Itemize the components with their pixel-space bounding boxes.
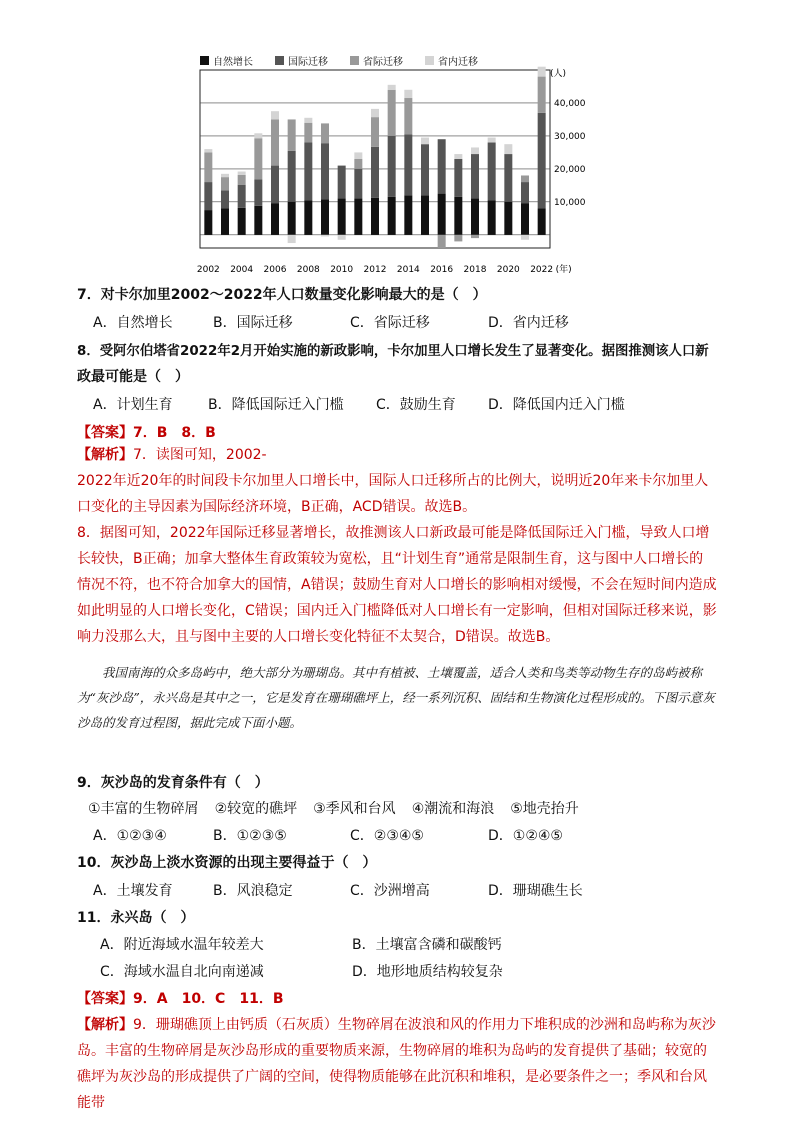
- q10-option-a: A．土壤发育: [93, 883, 173, 899]
- q11-option-b: B．土壤富含磷和碳酸钙: [352, 937, 502, 953]
- bar-segment: [521, 182, 529, 203]
- x-tick-label: 2010: [330, 265, 354, 275]
- bar-segment: [404, 195, 412, 235]
- bar-segment: [204, 182, 212, 210]
- bar-segment: [471, 235, 479, 238]
- bar-segment: [371, 117, 379, 147]
- bar-segment: [438, 194, 446, 235]
- bar-segment: [371, 147, 379, 198]
- q9-option-b: B．①②③⑤: [213, 828, 287, 844]
- bar-segment: [521, 235, 529, 240]
- q7-stem: 7．对卡尔加里2002～2022年人口数量变化影响最大的是（ ）: [77, 287, 487, 303]
- q8-option-c: C．鼓励生育: [376, 397, 456, 413]
- q9-condition-3: ③季风和台风: [313, 801, 396, 817]
- bar-segment: [221, 177, 229, 190]
- q10-option-b: B．风浪稳定: [213, 883, 293, 899]
- bar-segment: [238, 185, 246, 208]
- y-tick-label: 30,000: [554, 131, 586, 142]
- q8-stem-line1: 8．受阿尔伯塔省2022年2月开始实施的新政影响，卡尔加里人口增长发生了显著变化。据图推测该人口新: [77, 344, 709, 359]
- q9-option-a: A．①②③④: [93, 828, 167, 844]
- analysis-q9: 9．珊瑚礁顶上由钙质（石灰质）生物碎屑在波浪和风的作用力下堆积成的沙洲和岛屿称为灰沙岛。丰富的生物碎屑是灰沙岛形成的重要物质来源，生物碎屑的堆积为岛屿的发育提供了基础；较宽的礁坪为灰沙岛的形成提供了广阔的空间，使得物质能够在此沉积和堆积，是必要条件之一；季风和台风能带: [77, 1017, 716, 1111]
- answer-block-1: [77, 422, 216, 442]
- bar-segment: [238, 208, 246, 235]
- legend-intraprovincial: 省内迁移: [425, 53, 478, 68]
- x-tick-label: 2008: [296, 265, 320, 275]
- bar-segment: [388, 90, 396, 136]
- x-tick-label: 2012: [363, 265, 387, 275]
- q9-conditions: [88, 798, 579, 818]
- bar-segment: [254, 138, 262, 179]
- legend-natural: 自然增长: [200, 53, 253, 68]
- q9-option-d: D．①②④⑤: [488, 828, 563, 844]
- q8-option-a: A．计划生育: [93, 397, 173, 413]
- q9-stem: 9．灰沙岛的发育条件有（ ）: [77, 775, 269, 791]
- bar-segment: [488, 200, 496, 235]
- bar-segment: [388, 197, 396, 235]
- x-tick-label: 2014: [396, 265, 420, 275]
- bar-segment: [404, 134, 412, 195]
- q11-option-a: A．附近海域水温年较差大: [100, 937, 264, 953]
- bar-segment: [338, 235, 346, 240]
- bar-segment: [304, 143, 312, 201]
- bar-segment: [538, 113, 546, 209]
- bar-segment: [371, 198, 379, 235]
- q8-option-b: B．降低国际迁入门槛: [208, 397, 344, 413]
- analysis-tag: 【解析】: [77, 1017, 133, 1033]
- q7-option-b: B．国际迁移: [213, 315, 293, 331]
- bar-segment: [204, 149, 212, 152]
- q11-option-d: D．地形地质结构较复杂: [352, 964, 503, 980]
- bar-segment: [271, 119, 279, 165]
- legend-international: 国际迁移: [275, 53, 328, 68]
- q9-condition-5: ⑤地壳抬升: [510, 801, 579, 817]
- x-unit-label: (年): [555, 265, 572, 275]
- x-tick-label: 2004: [230, 265, 254, 275]
- bar-segment: [504, 154, 512, 202]
- bar-segment: [221, 190, 229, 208]
- bar-segment: [254, 133, 262, 138]
- bar-segment: [204, 210, 212, 235]
- bar-segment: [304, 123, 312, 143]
- bar-segment: [504, 144, 512, 154]
- analysis-q7: 2022年近20年的时间段卡尔加里人口增长中，国际人口迁移所占的比例大，说明近20年来卡尔加里人口变化的主导因素为国际经济环境，B正确，ACD错误。故选B。: [77, 473, 709, 515]
- bar-segment: [521, 204, 529, 235]
- q8-option-d: D．降低国内迁入门槛: [488, 397, 625, 413]
- q10-stem: 10．灰沙岛上淡水资源的出现主要得益于（ ）: [77, 855, 377, 871]
- bar-segment: [454, 159, 462, 197]
- bar-segment: [454, 235, 462, 242]
- q11-stem: 11．永兴岛（ ）: [77, 910, 195, 926]
- bar-segment: [504, 202, 512, 235]
- q11-option-c: C．海域水温自北向南递减: [100, 964, 264, 980]
- bar-segment: [354, 199, 362, 235]
- x-tick-label: 2020: [496, 265, 520, 275]
- q7-option-d: D．省内迁移: [488, 315, 569, 331]
- q9-condition-4: ④潮流和海浪: [411, 801, 495, 817]
- answer-text: 7．B 8．B: [133, 425, 216, 441]
- analysis-block-1: [77, 442, 717, 650]
- bar-segment: [538, 208, 546, 234]
- bar-segment: [338, 166, 346, 199]
- bar-segment: [421, 195, 429, 235]
- answer-block-2: [77, 988, 284, 1008]
- analysis-q8: 8．据图可知，2022年国际迁移显著增长，故推测该人口新政最可能是降低国际迁入门槛，导致人口增长较快，B正确；加拿大整体生育政策较为宽松，且“计划生育”通常是限制生育，这与图中人口增长的情况不符，也不符合加拿大的国情，A错误；鼓励生育对人口增长的影响相对缓慢，不会在短时间内造成如此明显的人口增长变化，C错误；国内迁入门槛降低对人口增长有一定影响，但相对国际迁移来说，影响力没那么大，且与图中主要的人口增长变化特征不太契合，D错误。故选B。: [77, 525, 717, 645]
- bar-segment: [538, 77, 546, 113]
- bar-segment: [454, 154, 462, 159]
- x-tick-label: 2016: [430, 265, 454, 275]
- bar-segment: [471, 199, 479, 235]
- bar-segment: [238, 175, 246, 185]
- bar-segment: [304, 118, 312, 123]
- q8-stem-line2: 政最可能是（ ）: [77, 369, 189, 385]
- bar-segment: [438, 235, 446, 248]
- bar-segment: [521, 175, 529, 182]
- bar-segment: [404, 90, 412, 98]
- bar-segment: [254, 206, 262, 235]
- legend-interprovincial: 省际迁移: [350, 53, 403, 68]
- bar-segment: [471, 147, 479, 154]
- analysis-block-2: [77, 1012, 717, 1116]
- bar-segment: [204, 152, 212, 182]
- bar-segment: [321, 235, 329, 237]
- bar-segment: [388, 136, 396, 197]
- bar-segment: [471, 154, 479, 199]
- bar-segment: [271, 166, 279, 204]
- bar-segment: [371, 109, 379, 117]
- bar-segment: [238, 172, 246, 175]
- analysis-intro: 7．读图可知，2002-: [133, 447, 267, 463]
- q9-condition-2: ②较宽的礁坪: [214, 801, 298, 817]
- bar-segment: [404, 98, 412, 134]
- analysis-tag: 【解析】: [77, 447, 133, 463]
- answer-tag: 【答案】: [77, 425, 133, 441]
- q9-option-c: C．②③④⑤: [350, 828, 424, 844]
- q10-option-c: C．沙洲增高: [350, 883, 430, 899]
- bar-segment: [288, 151, 296, 202]
- answer-text: 9．A 10．C 11．B: [133, 991, 284, 1007]
- bar-segment: [354, 169, 362, 199]
- analysis-line0: [77, 442, 717, 468]
- x-tick-label: 2022: [530, 265, 554, 275]
- y-tick-label: 10,000: [554, 197, 586, 208]
- bar-segment: [438, 139, 446, 193]
- y-tick-label: 40,000: [554, 98, 586, 109]
- q7-option-a: A．自然增长: [93, 315, 173, 331]
- bar-segment: [488, 138, 496, 143]
- answer-tag: 【答案】: [77, 991, 133, 1007]
- bar-segment: [221, 208, 229, 234]
- bar-segment: [288, 119, 296, 150]
- bar-segment: [354, 152, 362, 159]
- population-chart: [190, 60, 590, 278]
- bar-segment: [304, 200, 312, 235]
- bar-segment: [321, 199, 329, 235]
- bar-segment: [538, 67, 546, 77]
- bar-segment: [454, 197, 462, 235]
- bar-segment: [288, 235, 296, 243]
- bar-segment: [421, 144, 429, 195]
- y-unit-label: (人): [550, 69, 567, 79]
- bar-segment: [388, 85, 396, 90]
- y-tick-label: 20,000: [554, 164, 586, 175]
- x-tick-label: 2002: [196, 265, 220, 275]
- bar-segment: [321, 123, 329, 143]
- bar-segment: [338, 199, 346, 235]
- x-tick-label: 2018: [463, 265, 487, 275]
- bar-segment: [254, 179, 262, 205]
- bar-segment: [321, 143, 329, 199]
- bar-segment: [271, 204, 279, 235]
- x-tick-label: 2006: [263, 265, 287, 275]
- bar-segment: [488, 143, 496, 201]
- reading-passage: 我国南海的众多岛屿中，绝大部分为珊瑚岛。其中有植被、土壤覆盖，适合人类和鸟类等动物生存的岛屿被称为“灰沙岛”，永兴岛是其中之一，它是发育在珊瑚礁坪上，经一系列沉积、固结和生物演化过程形成的。下图示意灰沙岛的发育过程图，据此完成下面小题。: [77, 665, 715, 730]
- bar-segment: [271, 111, 279, 119]
- bar-segment: [421, 138, 429, 145]
- q9-condition-1: ①丰富的生物碎屑: [88, 801, 199, 817]
- bar-segment: [354, 159, 362, 169]
- q7-option-c: C．省际迁移: [350, 315, 430, 331]
- bar-segment: [221, 174, 229, 177]
- bar-segment: [288, 202, 296, 235]
- q10-option-d: D．珊瑚礁生长: [488, 883, 583, 899]
